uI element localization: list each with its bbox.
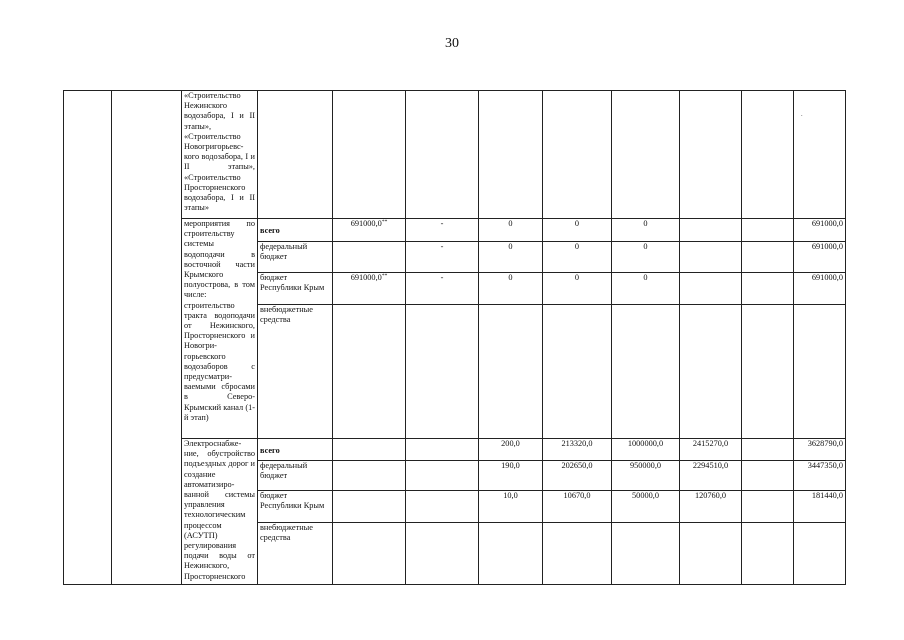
value-cell xyxy=(333,491,406,523)
total-cell: 3628790,0 xyxy=(794,439,846,461)
measure-name: «Строительство Нежинского водозабора, I и II этапы», «Строительство Новогригорьевс-кого водозабора, I и II этапы», «Строительство Просторненского водозабора, I и II этапы» xyxy=(182,91,258,219)
funding-source: всего xyxy=(258,219,333,242)
value-cell: 0 xyxy=(479,219,543,242)
number-cell xyxy=(64,91,112,585)
value-cell xyxy=(742,439,794,461)
page-number: 30 xyxy=(445,36,459,51)
table-row: «Строительство Нежинского водозабора, I и II этапы», «Строительство Новогригорьевс-кого водозабора, I и II этапы», «Строительство Просторненского водозабора, I и II этапы» · xyxy=(64,91,846,219)
value-cell: - xyxy=(406,242,479,273)
value-cell: 10670,0 xyxy=(543,491,612,523)
total-cell: 691000,0 xyxy=(794,273,846,305)
value-cell: 0 xyxy=(612,219,680,242)
funding-source: бюджет Республики Крым xyxy=(258,273,333,305)
value-cell: 2415270,0 xyxy=(680,439,742,461)
value-cell xyxy=(333,242,406,273)
value-cell xyxy=(742,461,794,491)
value-cell xyxy=(742,273,794,305)
value-cell xyxy=(333,461,406,491)
value-cell: 0 xyxy=(543,242,612,273)
value-cell xyxy=(333,439,406,461)
value-cell xyxy=(406,491,479,523)
value-cell: 2294510,0 xyxy=(680,461,742,491)
table-row xyxy=(64,219,846,242)
value-cell xyxy=(680,219,742,242)
value-cell xyxy=(742,242,794,273)
funding-source: федеральный бюджет xyxy=(258,242,333,273)
funding-source: всего xyxy=(258,439,333,461)
measure-name: мероприятия по строительству системы водоподачи в восточной части Крымского полуострова, в том числе: строительство тракта водоподачи от Нежинского, Просторненского и Новогри-горьевского водозаборов с предусматри-ваемыми сбросами в Северо-Крымский канал (1-й этап) xyxy=(182,219,258,439)
total-cell: 691000,0 xyxy=(794,219,846,242)
value-cell: 691000,0** xyxy=(333,273,406,305)
value-cell: 10,0 xyxy=(479,491,543,523)
value-cell: 50000,0 xyxy=(612,491,680,523)
value-cell: 200,0 xyxy=(479,439,543,461)
value-cell: 691000,0** xyxy=(333,219,406,242)
value-cell: 0 xyxy=(479,273,543,305)
value-cell xyxy=(680,273,742,305)
value-cell xyxy=(406,461,479,491)
value-cell xyxy=(406,439,479,461)
value-cell: 0 xyxy=(612,273,680,305)
value-cell: 213320,0 xyxy=(543,439,612,461)
funding-source: внебюджетные средства xyxy=(258,523,333,585)
budget-table xyxy=(63,90,846,585)
value-cell: 0 xyxy=(543,273,612,305)
total-cell: 691000,0 xyxy=(794,242,846,273)
total-cell: 3447350,0 xyxy=(794,461,846,491)
value-cell: 950000,0 xyxy=(612,461,680,491)
funding-source: бюджет Республики Крым xyxy=(258,491,333,523)
value-cell: 120760,0 xyxy=(680,491,742,523)
funding-source: федеральный бюджет xyxy=(258,461,333,491)
program-cell xyxy=(112,91,182,585)
value-cell: - xyxy=(406,273,479,305)
funding-source: внебюджетные средства xyxy=(258,305,333,439)
value-cell: 0 xyxy=(612,242,680,273)
value-cell: 202650,0 xyxy=(543,461,612,491)
value-cell: 1000000,0 xyxy=(612,439,680,461)
value-cell: 0 xyxy=(479,242,543,273)
value-cell: - xyxy=(406,219,479,242)
value-cell: 0 xyxy=(543,219,612,242)
total-cell: 181440,0 xyxy=(794,491,846,523)
value-cell xyxy=(680,242,742,273)
table-row xyxy=(64,439,846,461)
value-cell xyxy=(742,219,794,242)
measure-name: Электроснабже-ние, обустройство подъездных дорог и создание автоматизиро-ванной системы управления технологическим процессом (АСУТП) регулирования подачи воды от Нежинского, Просторненского xyxy=(182,439,258,585)
value-cell: 190,0 xyxy=(479,461,543,491)
value-cell xyxy=(742,491,794,523)
